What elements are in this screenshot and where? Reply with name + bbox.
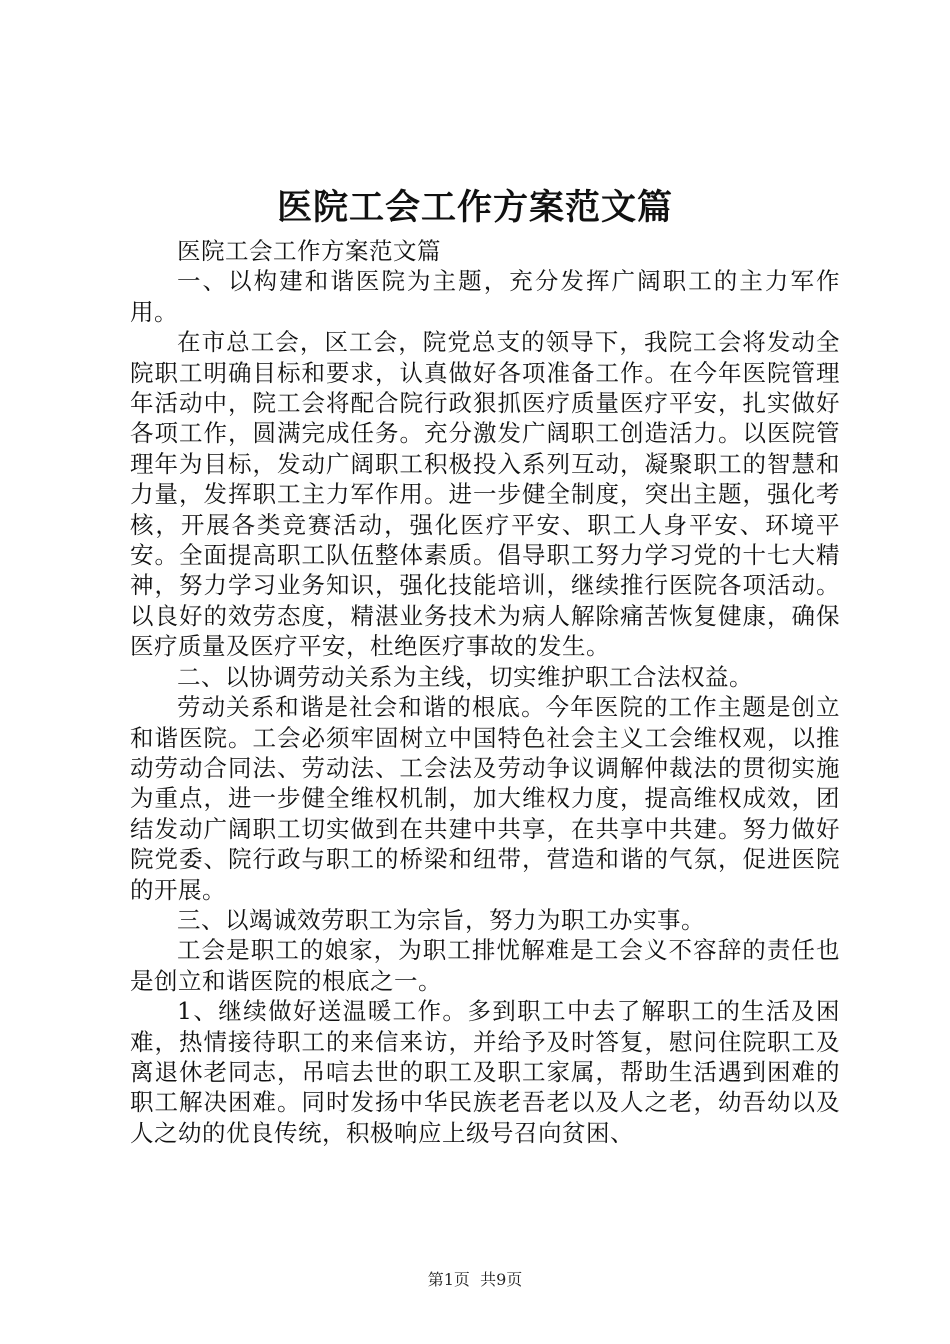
document-body [130,236,840,1148]
paragraph-section-3-heading: 三、以竭诚效劳职工为宗旨，努力为职工办实事。 [177,905,705,934]
document-title: 医院工会工作方案范文篇 [276,187,673,228]
paragraph-section-3-item-1: 1、继续做好送温暖工作。多到职工中去了解职工的生活及困难，热情接待职工的来信来访，并给予及时答复，慰问住院职工及离退休老同志，吊唁去世的职工及职工家属，帮助生活遇到困难的职工解决困难。同时发扬中华民族老吾老以及人之老，幼吾幼以及人之幼的优良传统，积极响应上级号召向贫困、 [130,997,840,1147]
page-number: 第1页 [427,1270,470,1289]
paragraph-section-2-heading: 二、以协调劳动关系为主线，切实维护职工合法权益。 [177,662,753,691]
paragraph-section-1-heading: 一、以构建和谐医院为主题，充分发挥广阔职工的主力军作用。 [130,267,840,326]
footer-spacer [470,1270,480,1289]
paragraph-section-1-body: 在市总工会，区工会，院党总支的领导下，我院工会将发动全院职工明确目标和要求，认真做好各项准备工作。在今年医院管理年活动中，院工会将配合院行政狠抓医疗质量医疗平安，扎实做好各项工作，圆满完成任务。充分激发广阔职工创造活力。以医院管理年为目标，发动广阔职工积极投入系列互动，凝聚职工的智慧和力量，发挥职工主力军作用。进一步健全制度，突出主题，强化考核，开展各类竞赛活动，强化医疗平安、职工人身平安、环境平安。全面提高职工队伍整体素质。倡导职工努力学习党的十七大精神，努力学习业务知识，强化技能培训，继续推行医院各项活动。以良好的效劳态度，精湛业务技术为病人解除痛苦恢复健康，确保医疗质量及医疗平安，杜绝医疗事故的发生。 [130,328,840,661]
page-footer [0,1270,950,1290]
page-total: 共9页 [480,1270,523,1289]
paragraph-heading: 医院工会工作方案范文篇 [177,237,441,265]
paragraph-section-3-intro: 工会是职工的娘家，为职工排忧解难是工会义不容辞的责任也是创立和谐医院的根底之一。 [130,936,840,995]
paragraph-section-2-body: 劳动关系和谐是社会和谐的根底。今年医院的工作主题是创立和谐医院。工会必须牢固树立中国特色社会主义工会维权观，以推动劳动合同法、劳动法、工会法及劳动争议调解仲裁法的贯彻实施为重点，进一步健全维权机制，加大维权力度，提高维权成效，团结发动广阔职工切实做到在共建中共享，在共享中共建。努力做好院党委、院行政与职工的桥梁和纽带，营造和谐的气氛，促进医院的开展。 [130,693,840,904]
